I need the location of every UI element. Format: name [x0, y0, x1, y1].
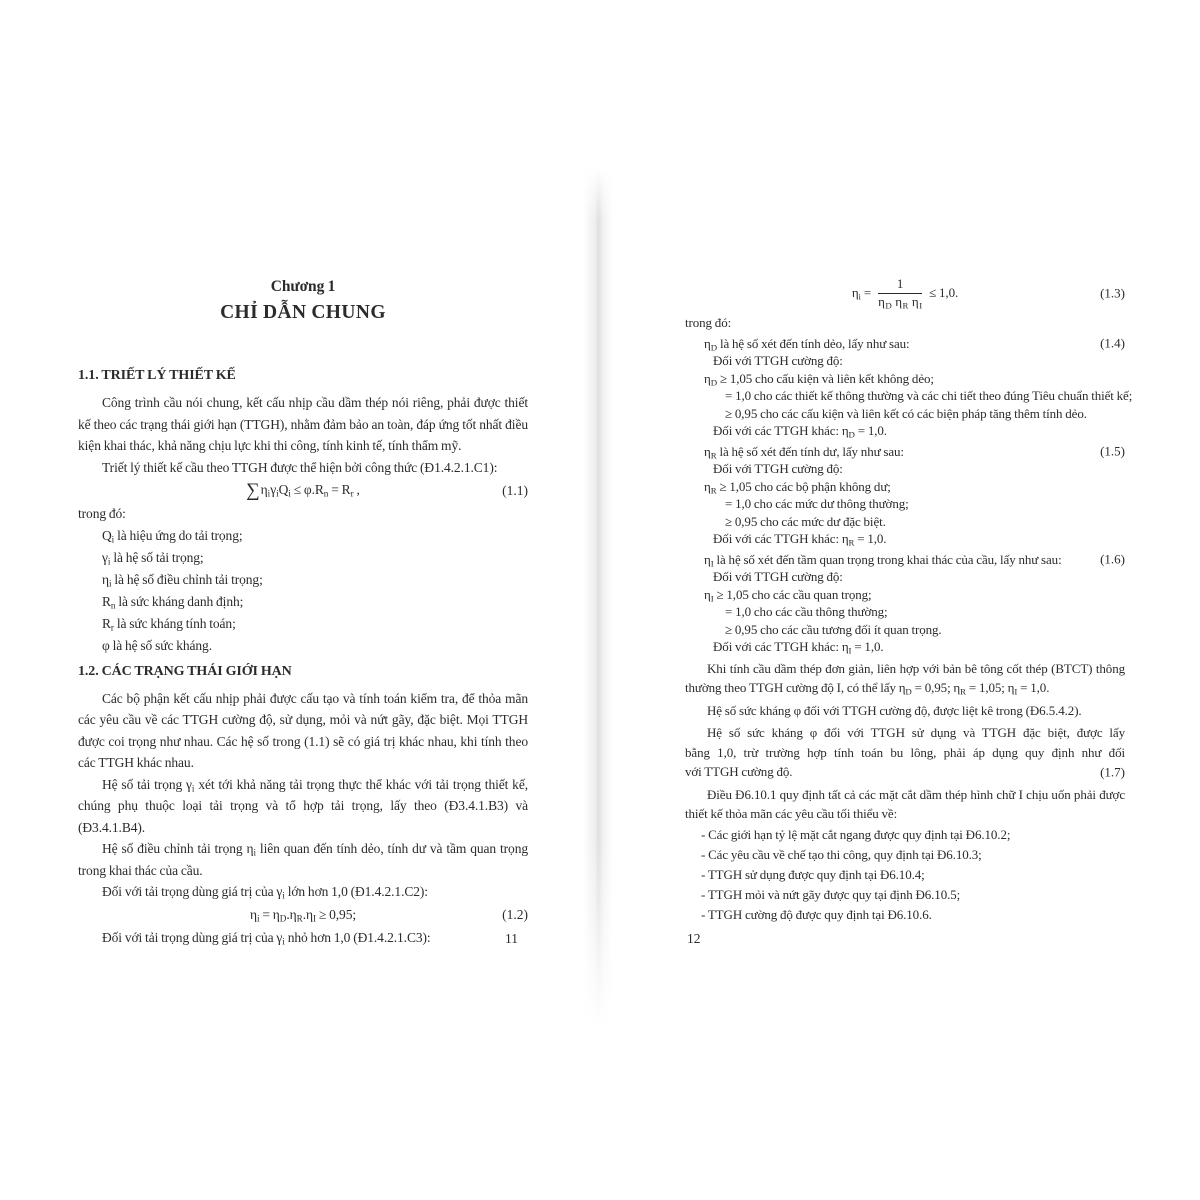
equation-number-1-4: (1.4) [1100, 335, 1125, 351]
paragraph-load-factor: Hệ số tải trọng $\gamma_i$ xét tới khả năng tải trọng thực thể khác với tải trọng thiết kế, chúng phụ thuộc loại tải trọng và tổ hợp tải trọng, lấy theo (Đ3.4.1.B3) và (Đ3.4.1.B4). [78, 776, 528, 835]
case-line: ≥ 0,95 cho các cấu kiện và liên kết có các biện pháp tăng thêm tính dẻo. [725, 405, 1087, 421]
other-limit-states-line: Đối với các TTGH khác: $\eta_D = 1,0$. [713, 423, 887, 440]
strength-limit-label: Đối với TTGH cường độ: [713, 461, 843, 476]
equation-number-1-2: (1.2) [502, 906, 528, 922]
page-left [78, 278, 528, 948]
page-number-left: 11 [505, 931, 518, 946]
paragraph-composite-girder: Khi tính cầu dầm thép đơn giản, liên hợp với bản bê tông cốt thép (BTCT) thông thường theo TTGH cường độ I, có thể lấy $\eta_D = 0,95$; $\eta_R = 1,05$; $\eta_I = 1,0$. [685, 660, 1125, 697]
paragraph-intro: Công trình cầu nói chung, kết cấu nhịp cầu dầm thép nói riêng, phải được thiết kế theo các trạng thái giới hạn (TTGH), nhằm đảm bảo an toàn, đáp ứng tốt nhất điều kiện khai thác, khả năng chịu lực khi thi công, tính kinh tế, tính thẩm mỹ. [78, 395, 528, 453]
text-line-content: với TTGH cường độ. [685, 764, 793, 779]
factor-block-importance [685, 551, 1125, 656]
case-line: $\eta_R \ge 1,05$ cho các bộ phận không dư; [704, 478, 891, 495]
other-limit-states-line: Đối với các TTGH khác: $\eta_R = 1,0$. [713, 531, 887, 548]
definition-item: $R_r$ là sức kháng tính toán; [102, 615, 236, 633]
case-line: = 1,0 cho các mức dư thông thường; [725, 496, 909, 511]
equation-1-3-lhs: $\eta_i$ = [851, 285, 872, 302]
chapter-title: CHỈ DẪN CHUNG [220, 302, 386, 323]
factor-definition [685, 443, 1125, 461]
paragraph-d6101: Điều Đ6.10.1 quy định tất cả các mặt cắt dầm thép hình chữ I chịu uốn phải được thiết kế thỏa mãn các yêu cầu tối thiểu về: [685, 786, 1125, 821]
sigma-symbol: ∑ [246, 480, 260, 501]
case-line: = 1,0 cho các cầu thông thường; [725, 604, 888, 619]
definition-item: $R_n$ là sức kháng danh định; [102, 593, 244, 611]
case-line: ≥ 0,95 cho các cầu tương đối ít quan trọng. [725, 621, 942, 637]
where-label: trong đó: [78, 506, 126, 521]
page-number-right: 12 [687, 931, 701, 946]
equation-number-1-3: (1.3) [1100, 285, 1125, 301]
where-label: trong đó: [685, 315, 732, 330]
equation-1-3 [685, 272, 1125, 314]
equation-number-1-6: (1.6) [1100, 551, 1125, 567]
paragraph-resistance-service [685, 723, 1125, 782]
factor-definition [685, 335, 1125, 353]
factor-block-redundancy [685, 443, 1125, 548]
section-heading-1-1: 1.1. TRIẾT LÝ THIẾT KẾ [78, 368, 236, 383]
equation-1-1 [78, 479, 528, 502]
text-line: Hệ số sức kháng φ đối với TTGH sử dụng và TTGH đặc biệt, được lấy [707, 725, 1125, 740]
page-right [685, 272, 1133, 925]
strength-limit-label: Đối với TTGH cường độ: [713, 353, 843, 368]
case-line: $\eta_D \ge 1,05$ cho cấu kiện và liên kết không dẻo; [704, 370, 934, 387]
fraction-numerator: 1 [878, 277, 922, 294]
paragraph-resistance-strength: Hệ số sức kháng φ đối với TTGH cường độ, được liệt kê trong (Đ6.5.4.2). [707, 702, 1082, 718]
strength-limit-label: Đối với TTGH cường độ: [713, 569, 843, 584]
paragraph-gamma-less: Đối với tải trọng dùng giá trị của $\gamma_i$ nhỏ hơn 1,0 (Đ1.4.2.1.C3): [102, 929, 431, 947]
equation-1-2-body: $\eta_i = \eta_D.\eta_R.\eta_I \ge 0,95$; [249, 906, 356, 924]
equation-1-3-rhs: ≤ 1,0. [929, 285, 959, 301]
equation-number-1-1: (1.1) [502, 482, 528, 498]
equation-1-2 [78, 904, 528, 926]
requirement-item: - TTGH sử dụng được quy định tại Đ6.10.4; [701, 866, 925, 882]
requirement-item: - Các giới hạn tỷ lệ mặt cắt ngang được quy định tại Đ6.10.2; [701, 826, 1011, 842]
equation-number-1-7: (1.7) [1100, 764, 1125, 779]
paragraph-limit-states: Các bộ phận kết cấu nhịp phải được cấu tạo và tính toán kiểm tra, để thỏa mãn các yêu cầu về các TTGH cường độ, sử dụng, mỏi và nứt gãy, đặc biệt. Mọi TTGH được coi trọng như nhau. Các hệ số trong (1.1) sẽ có giá trị khác nhau, khi tính theo các TTGH khác nhau. [78, 690, 528, 770]
requirement-item: - Các yêu cầu về chế tạo thi công, quy định tại Đ6.10.3; [701, 846, 982, 862]
factor-block-ductility [685, 335, 1133, 440]
definition-item: $\gamma_i$ là hệ số tải trọng; [102, 549, 204, 567]
requirement-item: - TTGH cường độ được quy định tại Đ6.10.6. [701, 906, 932, 922]
equation-number-1-5: (1.5) [1100, 443, 1125, 459]
symbol-definitions [78, 525, 528, 657]
paragraph-gamma-greater: Đối với tải trọng dùng giá trị của $\gamma_i$ lớn hơn 1,0 (Đ1.4.2.1.C2): [102, 884, 428, 901]
requirements-list [685, 825, 1125, 925]
paragraph-modifier-factor: Hệ số điều chỉnh tải trọng $\eta_i$ liên quan đến tính dẻo, tính dư và tầm quan trọng trong khai thác của cầu. [78, 841, 528, 878]
chapter-number: Chương 1 [270, 278, 336, 295]
text-line: bằng 1,0, trừ trường hợp tính toán bu lông, phải áp dụng quy định như đối [685, 744, 1125, 760]
other-limit-states-line: Đối với các TTGH khác: $\eta_I = 1,0$. [713, 639, 884, 656]
equation-1-1-body: $\eta_i\gamma_iQ_i \le \varphi.R_n = R_r$ , [260, 482, 360, 499]
paragraph-formula-intro: Triết lý thiết kế cầu theo TTGH được thể hiện bởi công thức (Đ1.4.2.1.C1): [102, 459, 498, 475]
fraction-denominator: $\eta_D$ $\eta_R$ $\eta_I$ [878, 293, 923, 310]
factor-definition-text: $\eta_D$ là hệ số xét đến tính dẻo, lấy như sau: [704, 335, 910, 352]
case-line: = 1,0 cho các thiết kế thông thường và các chi tiết theo đúng Tiêu chuẩn thiết kế; [725, 388, 1133, 403]
factor-definition-text: $\eta_R$ là hệ số xét đến tính dư, lấy như sau: [704, 443, 904, 460]
text-line [685, 762, 1125, 782]
definition-item: φ là hệ số sức kháng. [102, 637, 212, 653]
factor-definition [685, 551, 1125, 569]
case-line: ≥ 0,95 cho các mức dư đặc biệt. [725, 513, 886, 529]
section-heading-1-2: 1.2. CÁC TRẠNG THÁI GIỚI HẠN [78, 663, 292, 679]
fraction [878, 277, 922, 310]
factor-definition-text: $\eta_I$ là hệ số xét đến tầm quan trọng trong khai thác của cầu, lấy như sau: [704, 551, 1062, 568]
definition-item: $\eta_i$ là hệ số điều chỉnh tải trọng; [102, 571, 263, 589]
definition-item: $Q_i$ là hiệu ứng do tải trọng; [102, 527, 243, 545]
case-line: $\eta_I \ge 1,05$ cho các cầu quan trọng; [704, 586, 872, 603]
requirement-item: - TTGH mỏi và nứt gãy được quy tại định Đ6.10.5; [701, 886, 961, 902]
book-spine-fold [583, 168, 613, 1028]
